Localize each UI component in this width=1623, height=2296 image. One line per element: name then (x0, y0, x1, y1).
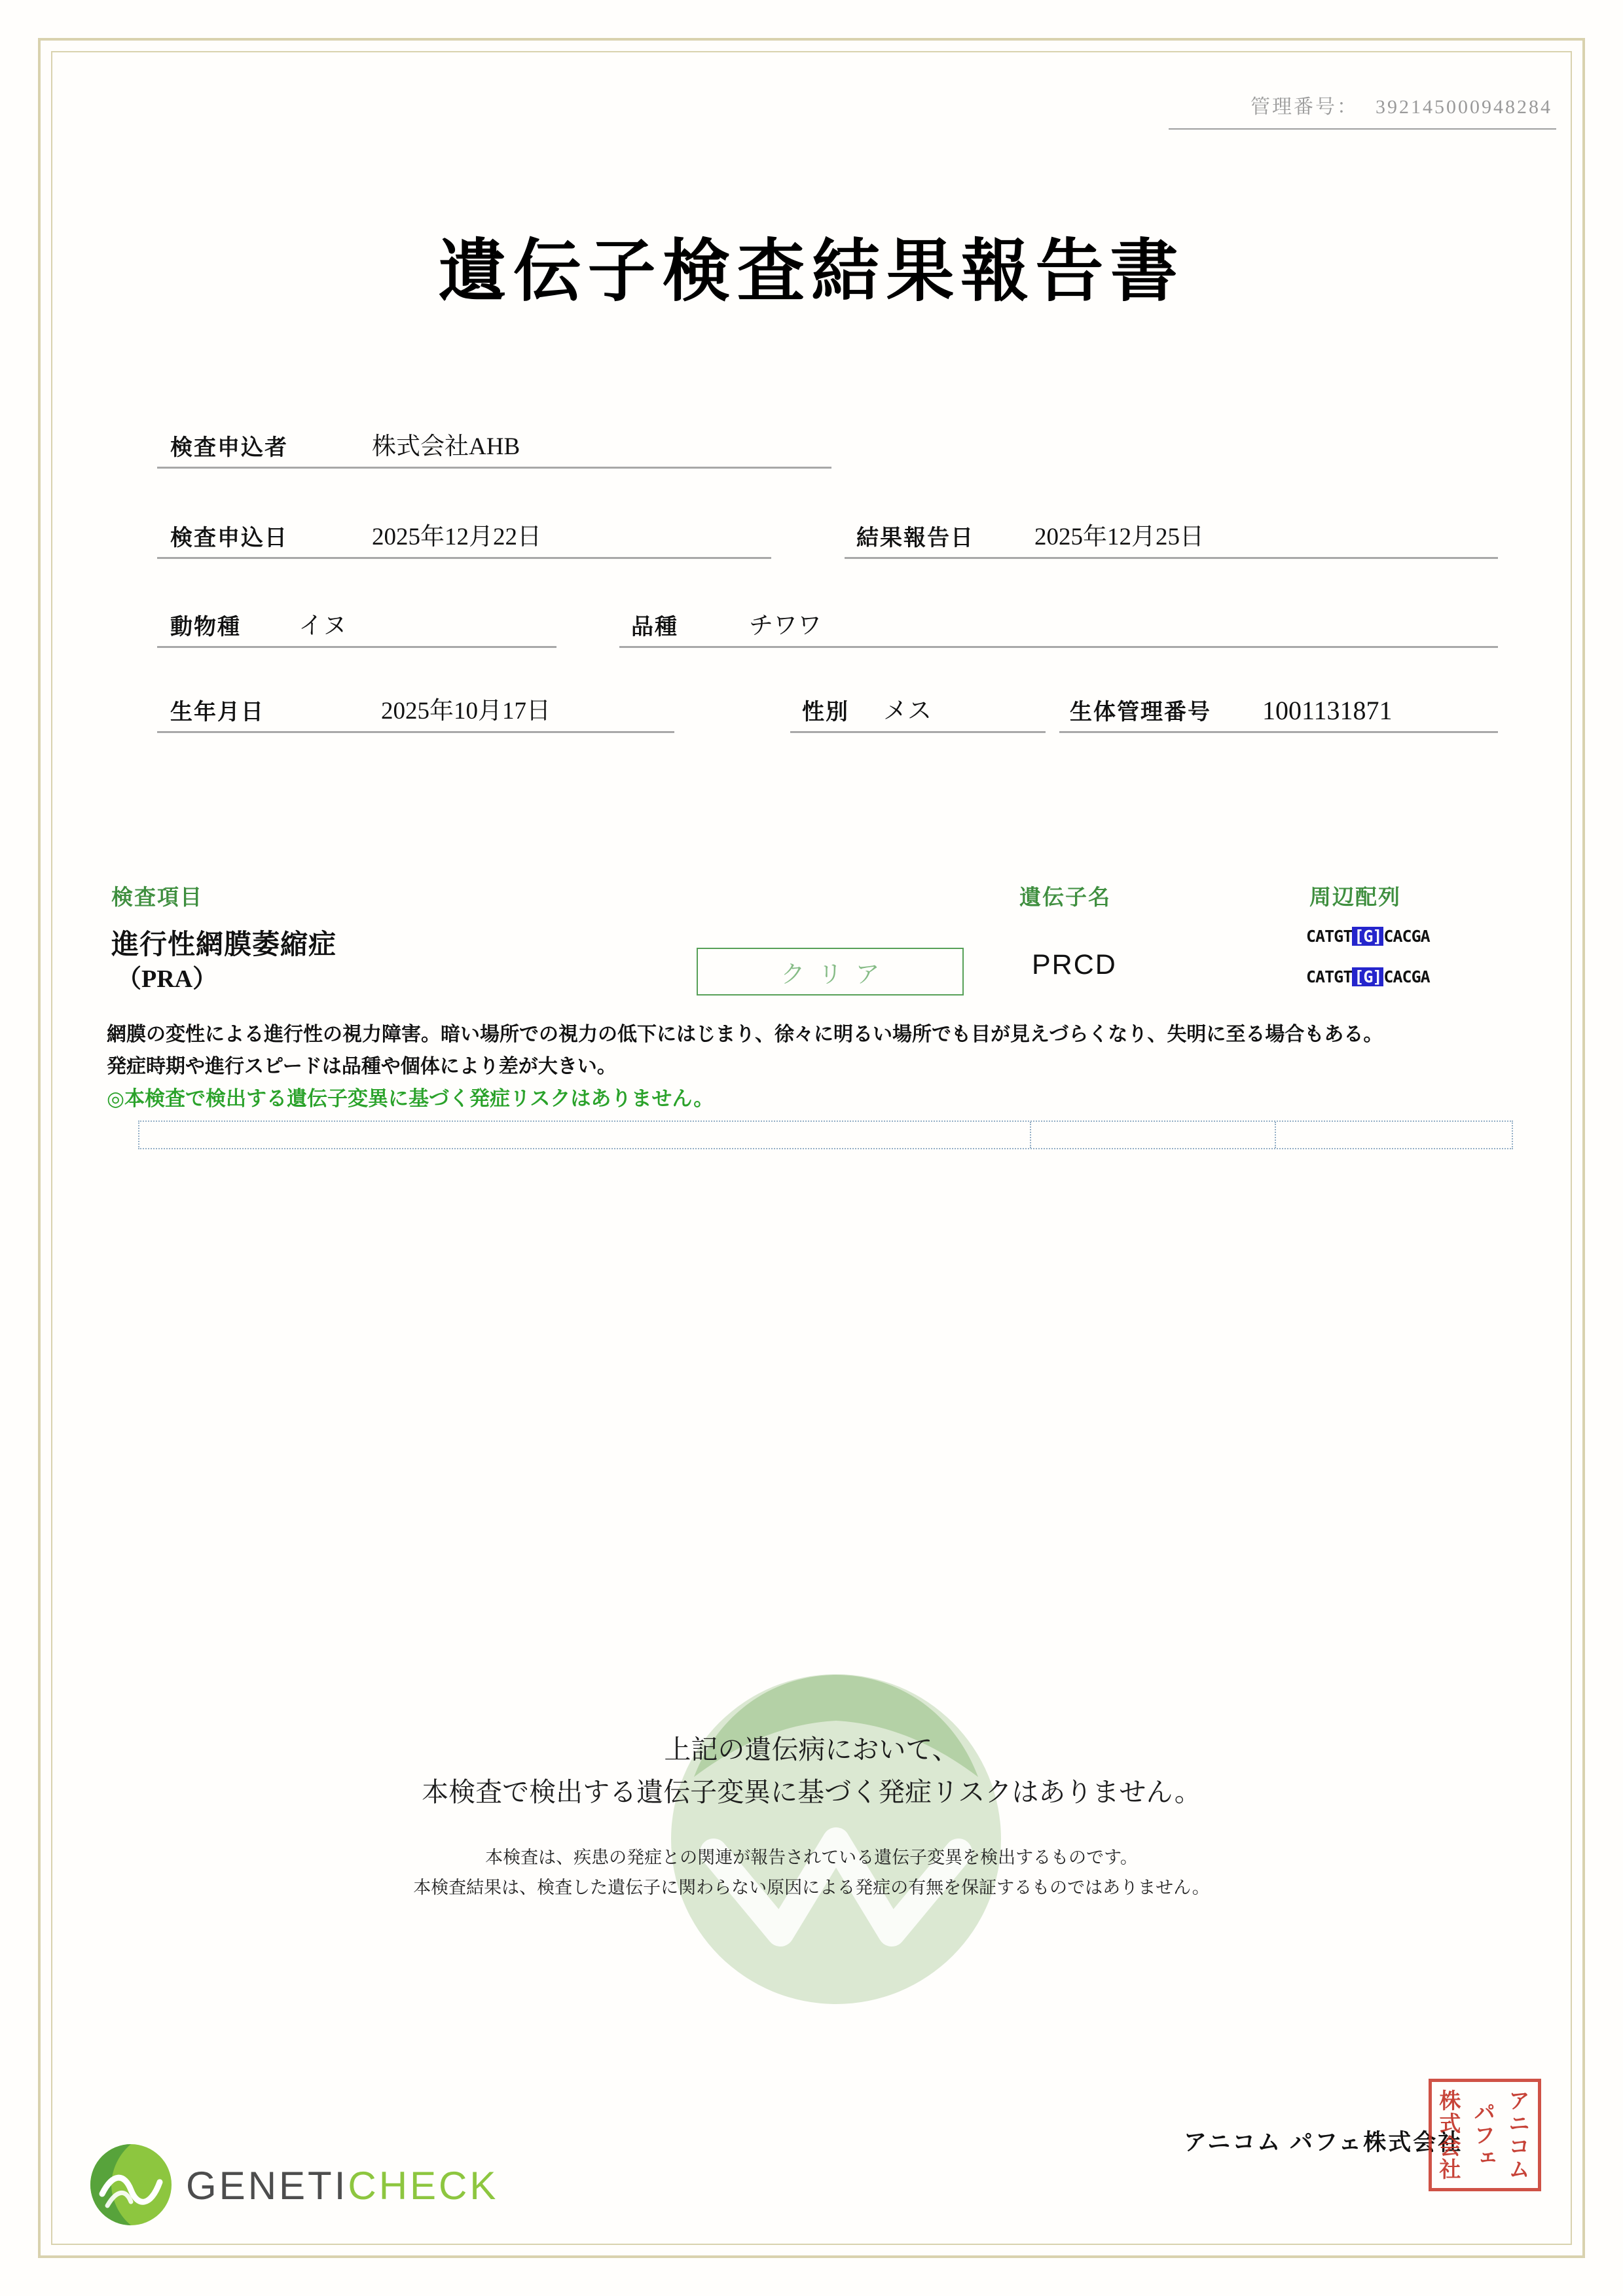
management-number-row (1169, 90, 1556, 130)
field-breed (619, 606, 1498, 648)
bio-id-value: 1001131871 (1262, 696, 1393, 725)
breed-label: 品種 (631, 615, 678, 639)
field-species (157, 606, 556, 648)
management-number-label: 管理番号： (1250, 96, 1359, 118)
field-report-date (845, 517, 1498, 559)
test-item-header: 検査項目 (111, 886, 203, 910)
summary-line-2: 本検査で検出する遺伝子変異に基づく発症リスクはありません。 (422, 1777, 1201, 1807)
apply-date-value: 2025年12月22日 (372, 524, 541, 550)
disease-description (107, 1018, 1547, 1115)
sequence-row (1306, 927, 1430, 946)
field-bio-id (1059, 691, 1498, 733)
disease-abbreviation: （PRA） (117, 965, 218, 993)
report-date-value: 2025年12月25日 (1034, 524, 1204, 550)
sex-label: 性別 (802, 700, 849, 725)
empty-test-row (138, 1121, 1513, 1149)
company-seal-stamp (1429, 2079, 1541, 2191)
applicant-value: 株式会社AHB (372, 433, 520, 460)
bio-id-label: 生体管理番号 (1070, 700, 1211, 725)
seal-column-2: パフェ (1470, 2100, 1495, 2170)
field-apply-date (157, 517, 771, 559)
result-label: クリア (780, 961, 893, 988)
applicant-label: 検査申込者 (170, 436, 288, 460)
description-line-1: 網膜の変性による進行性の視力障害。暗い場所での視力の低下にはじまり、徐々に明るい場所でも目が見えづらくなり、失明に至る場合もある。 (107, 1024, 1383, 1045)
sequence-variant: [G] (1352, 967, 1383, 986)
birth-date-value: 2025年10月17日 (381, 698, 551, 725)
summary-line-1: 上記の遺伝病において、 (664, 1734, 959, 1765)
wordmark-part-2: CHECK (348, 2164, 499, 2208)
management-number-value: 392145000948284 (1376, 96, 1552, 118)
risk-note: ◎本検査で検出する遺伝子変異に基づく発症リスクはありません。 (107, 1087, 714, 1110)
sequence-variant: [G] (1352, 927, 1383, 946)
gene-name-header: 遺伝子名 (1019, 886, 1111, 910)
sequence-header: 周辺配列 (1309, 886, 1401, 910)
seal-column-1: アニコム (1505, 2089, 1529, 2181)
breed-value: チワワ (749, 613, 822, 639)
sex-value: メス (883, 698, 932, 725)
disease-name: 進行性網膜萎縮症 (111, 930, 337, 960)
field-applicant (157, 427, 831, 469)
apply-date-label: 検査申込日 (170, 526, 288, 550)
dotted-divider (1030, 1122, 1031, 1148)
sequence-row (1306, 967, 1430, 986)
species-value: イヌ (299, 613, 347, 639)
birth-date-label: 生年月日 (170, 700, 264, 725)
result-badge (697, 948, 964, 996)
summary-note-1: 本検査は、疾患の発症との関連が報告されている遺伝子変異を検出するものです。 (485, 1848, 1138, 1867)
sequence-suffix: CACGA (1383, 927, 1430, 946)
seal-column-3: 株式会社 (1436, 2089, 1460, 2181)
report-date-label: 結果報告日 (856, 526, 974, 550)
species-label: 動物種 (170, 615, 241, 639)
description-line-2: 発症時期や進行スピードは品種や個体により差が大きい。 (107, 1056, 617, 1077)
geneticheck-watermark-logo (663, 1666, 1010, 2013)
gene-name-value: PRCD (1032, 949, 1117, 980)
summary-note-2: 本検査結果は、検査した遺伝子に関わらない原因による発症の有無を保証するものではありません。 (413, 1878, 1210, 1897)
sequence-suffix: CACGA (1383, 967, 1430, 986)
sequence-prefix: CATGT (1306, 967, 1353, 986)
sequence-prefix: CATGT (1306, 927, 1353, 946)
dotted-divider (1275, 1122, 1276, 1148)
page-title: 遺伝子検査結果報告書 (438, 234, 1185, 310)
geneticheck-logo-icon (88, 2142, 174, 2228)
field-sex (790, 691, 1046, 733)
geneticheck-wordmark (186, 2163, 498, 2208)
field-birth-date (157, 691, 674, 733)
wordmark-part-1: GENETI (186, 2164, 348, 2208)
company-name: アニコム パフェ株式会社 (1184, 2130, 1463, 2155)
